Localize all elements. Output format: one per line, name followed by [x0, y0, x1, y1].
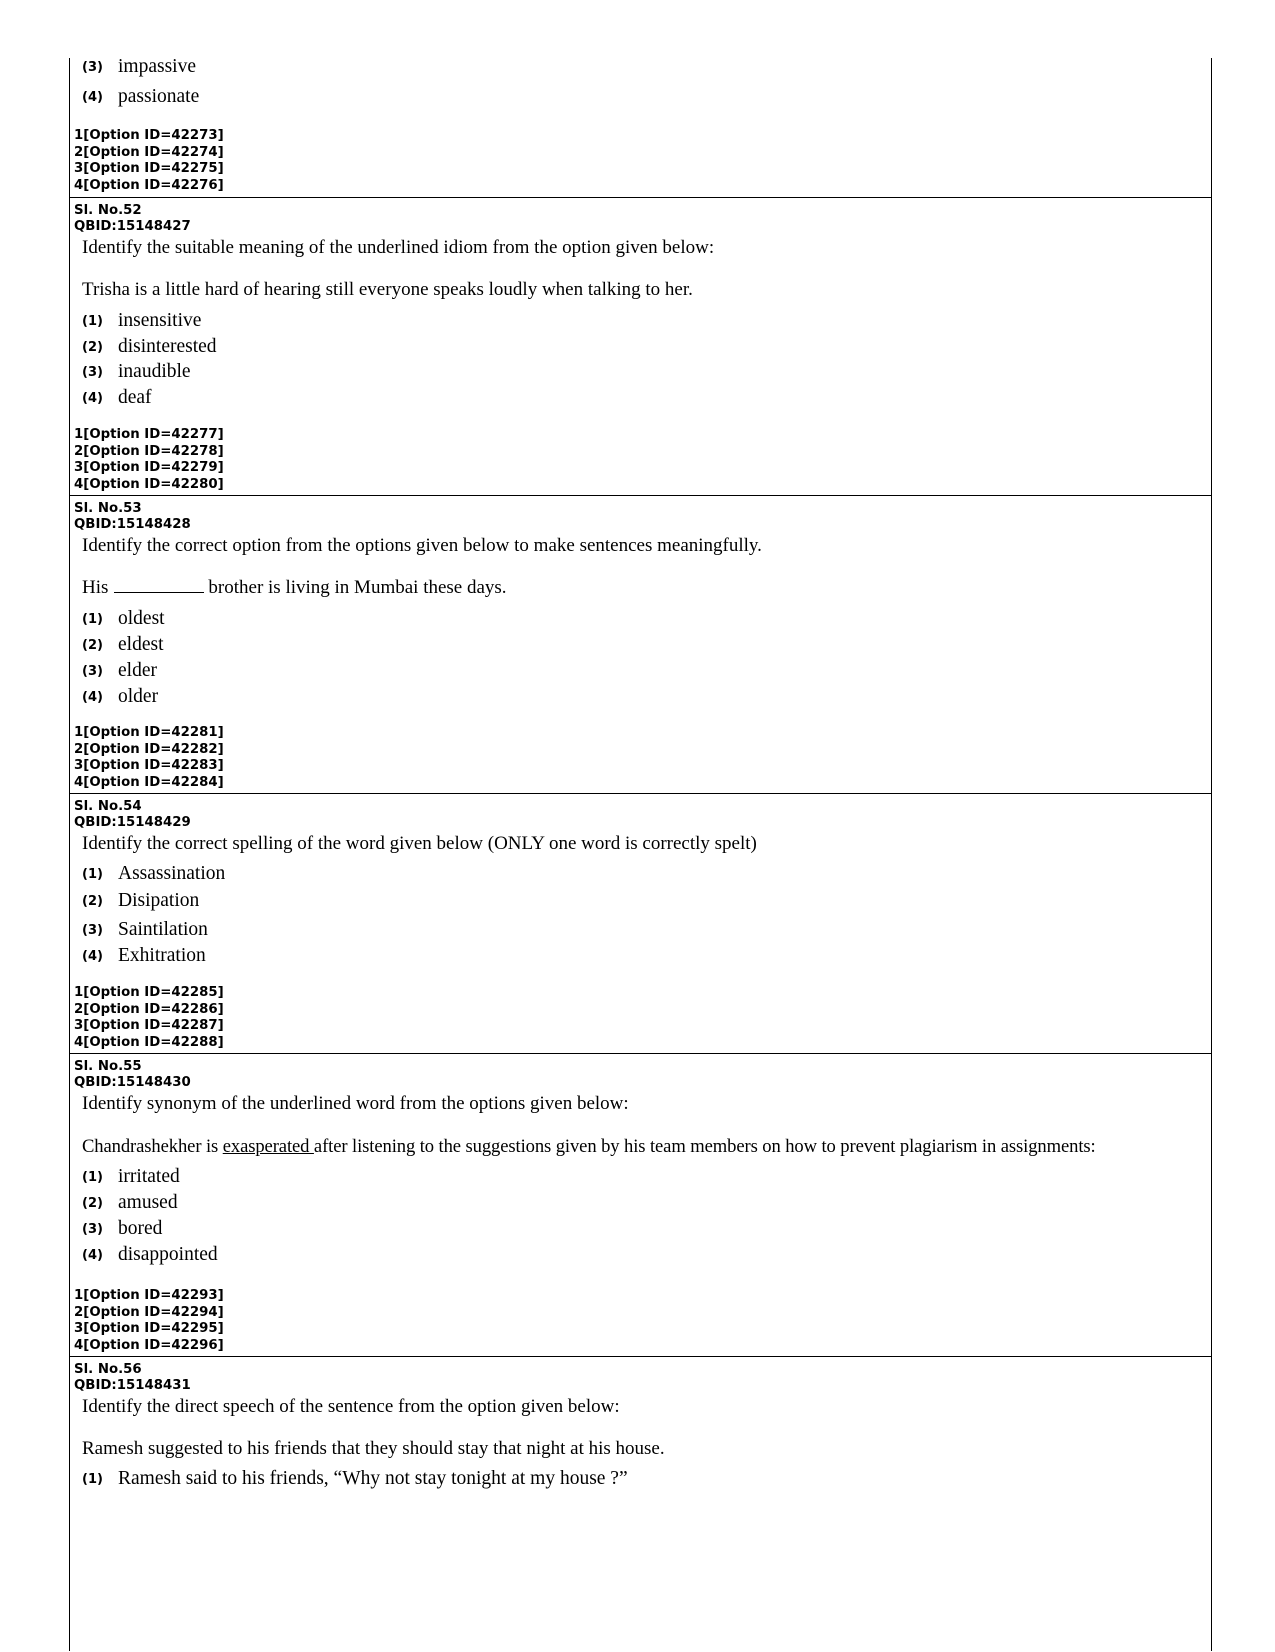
option-3 [82, 56, 196, 78]
option-text: passionate [118, 86, 200, 107]
option-text: disappointed [118, 1244, 218, 1265]
option-3 [82, 361, 191, 383]
option-text: Ramesh said to his friends, “Why not stay tonight at my house ?” [118, 1468, 628, 1489]
serial-number: Sl. No.54 [74, 799, 142, 814]
option-1 [82, 1468, 628, 1490]
option-number: (1) [82, 313, 103, 329]
option-text: inaudible [118, 361, 191, 382]
question-block-53 [70, 495, 1211, 794]
option-2 [82, 890, 199, 912]
option-id: 3[Option ID=42279] [74, 460, 224, 475]
question-block-55 [70, 1053, 1211, 1357]
option-4 [82, 686, 158, 708]
option-text: bored [118, 1218, 163, 1239]
option-text: Saintilation [118, 919, 208, 940]
option-id: 1[Option ID=42281] [74, 725, 224, 740]
question-sheet [69, 58, 1212, 1651]
option-text: insensitive [118, 310, 202, 331]
option-text: impassive [118, 56, 196, 77]
option-number: (1) [82, 1169, 103, 1185]
option-id: 4[Option ID=42296] [74, 1337, 224, 1353]
option-2 [82, 336, 217, 358]
sentence-start: His [82, 577, 109, 598]
option-number: (4) [82, 89, 103, 105]
option-text: eldest [118, 634, 164, 655]
option-number: (3) [82, 663, 103, 679]
question-text: Identify the direct speech of the sentence from the option given below: [82, 1396, 620, 1417]
option-id-list [74, 725, 224, 791]
qbid: QBID:15148427 [74, 219, 191, 234]
option-id: 3[Option ID=42295] [74, 1321, 224, 1336]
question-sentence [82, 1136, 1096, 1158]
option-id: 2[Option ID=42274] [74, 144, 224, 160]
option-4 [82, 387, 152, 409]
option-id-list [74, 985, 224, 1051]
option-number: (1) [82, 611, 103, 627]
option-number: (2) [82, 339, 103, 355]
option-id-list [74, 128, 224, 194]
qbid: QBID:15148429 [74, 815, 191, 830]
option-number: (4) [82, 689, 103, 705]
option-id: 1[Option ID=42293] [74, 1288, 224, 1303]
option-id: 4[Option ID=42276] [74, 177, 224, 193]
option-number: (2) [82, 1195, 103, 1211]
option-id: 1[Option ID=42285] [74, 985, 224, 1000]
option-id: 1[Option ID=42273] [74, 128, 224, 143]
option-id: 3[Option ID=42275] [74, 161, 224, 176]
option-id: 2[Option ID=42294] [74, 1304, 224, 1320]
option-1 [82, 608, 165, 630]
question-block-54 [70, 793, 1211, 1054]
option-number: (2) [82, 637, 103, 653]
sentence-start: Chandrashekher is [82, 1136, 223, 1157]
qbid: QBID:15148431 [74, 1378, 191, 1393]
serial-number: Sl. No.52 [74, 203, 142, 218]
option-1 [82, 310, 201, 332]
option-text: older [118, 686, 159, 707]
question-text: Identify synonym of the underlined word from the options given below: [82, 1093, 629, 1114]
option-id: 4[Option ID=42280] [74, 476, 224, 492]
option-number: (1) [82, 866, 103, 882]
question-sentence: Trisha is a little hard of hearing still everyone speaks loudly when talking to her. [82, 279, 693, 300]
underlined-word: exasperated [222, 1136, 314, 1157]
qbid: QBID:15148428 [74, 517, 191, 532]
option-text: elder [118, 660, 157, 681]
option-id: 1[Option ID=42277] [74, 427, 224, 442]
option-2 [82, 1192, 178, 1214]
option-text: disinterested [118, 336, 217, 357]
option-4 [82, 86, 199, 108]
option-number: (3) [82, 364, 103, 380]
question-sentence [82, 577, 507, 599]
option-text: irritated [118, 1166, 180, 1187]
question-sentence: Ramesh suggested to his friends that they should stay that night at his house. [82, 1438, 665, 1459]
option-id: 3[Option ID=42283] [74, 758, 224, 773]
fill-in-blank [114, 578, 204, 593]
option-id: 2[Option ID=42282] [74, 741, 224, 757]
option-1 [82, 863, 225, 885]
sentence-end: brother is living in Mumbai these days. [208, 577, 507, 598]
option-text: amused [118, 1192, 178, 1213]
option-id: 4[Option ID=42284] [74, 774, 224, 790]
option-number: (3) [82, 1221, 103, 1237]
option-number: (4) [82, 1247, 103, 1263]
question-text: Identify the correct spelling of the word given below (ONLY one word is correctly spelt) [82, 833, 757, 854]
option-4 [82, 1244, 218, 1266]
question-text: Identify the correct option from the options given below to make sentences meaningfully. [82, 535, 762, 556]
option-number: (4) [82, 390, 103, 406]
option-3 [82, 919, 208, 941]
option-id: 2[Option ID=42286] [74, 1001, 224, 1017]
option-3 [82, 660, 157, 682]
option-id-list [74, 1288, 224, 1354]
serial-number: Sl. No.53 [74, 501, 142, 516]
option-text: deaf [118, 387, 152, 408]
serial-number: Sl. No.55 [74, 1059, 142, 1074]
option-number: (2) [82, 893, 103, 909]
question-text: Identify the suitable meaning of the underlined idiom from the option given below: [82, 237, 715, 258]
option-id: 2[Option ID=42278] [74, 443, 224, 459]
option-id: 4[Option ID=42288] [74, 1034, 224, 1050]
option-number: (4) [82, 948, 103, 964]
option-number: (1) [82, 1471, 103, 1487]
qbid: QBID:15148430 [74, 1075, 191, 1090]
option-text: Disipation [118, 890, 200, 911]
option-3 [82, 1218, 162, 1240]
question-block-56 [70, 1356, 1211, 1652]
option-text: Exhitration [118, 945, 206, 966]
option-id: 3[Option ID=42287] [74, 1018, 224, 1033]
option-number: (3) [82, 922, 103, 938]
option-text: Assassination [118, 863, 226, 884]
question-block-52 [70, 197, 1211, 496]
option-text: oldest [118, 608, 165, 629]
option-1 [82, 1166, 180, 1188]
serial-number: Sl. No.56 [74, 1362, 142, 1377]
sentence-end: after listening to the suggestions given by his team members on how to prevent plagiarism in assignments: [313, 1136, 1096, 1157]
option-number: (3) [82, 59, 103, 75]
option-2 [82, 634, 163, 656]
option-id-list [74, 427, 224, 493]
question-block-51-tail [70, 58, 1211, 197]
option-4 [82, 945, 206, 967]
